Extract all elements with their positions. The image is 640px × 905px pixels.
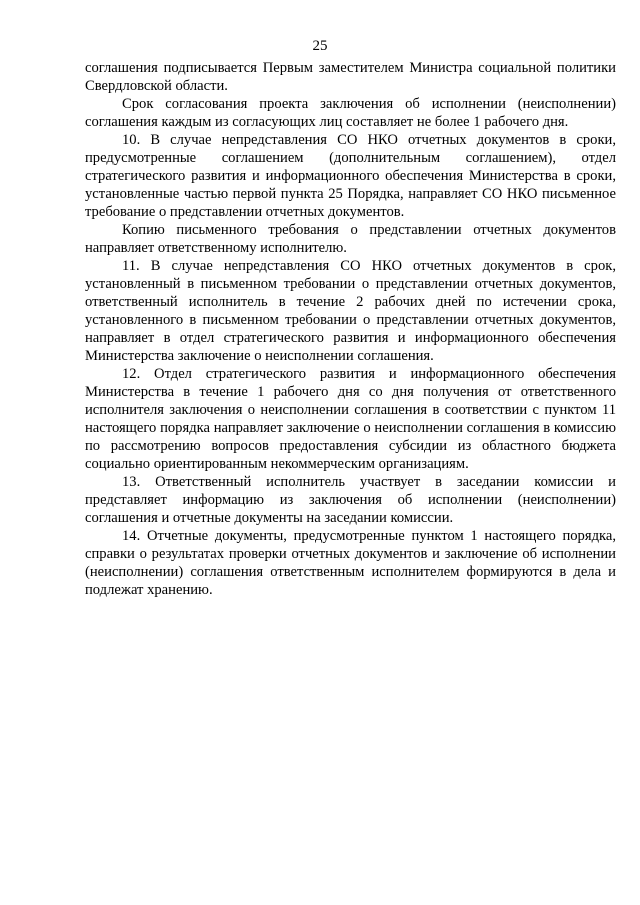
paragraph-item-11: 11. В случае непредставления СО НКО отчетных документов в срок, установленный в письменном требовании о представлении отчетных документов, ответственный исполнитель в течение 2 рабочих дней по истечении срока, установленного в письменном требовании о представлении отчетных документов, направляет в отдел стратегического развития и информационного обеспечения Министерства заключение о неисполнении соглашения. (85, 258, 616, 364)
paragraph-item-12: 12. Отдел стратегического развития и информационного обеспечения Министерства в течение 1 рабочего дня со дня получения от ответственного исполнителя заключения о неисполнении соглашения в соответствии с пунктом 11 настоящего порядка направляет заключение о неисполнении соглашения в комиссию по рассмотрению вопросов предоставления субсидии из областного бюджета социально ориентированным некоммерческим организациям. (85, 366, 616, 472)
paragraph-continuation: соглашения подписывается Первым заместителем Министра социальной политики Свердловской области. (85, 60, 616, 94)
page-number: 25 (312, 38, 328, 54)
document-body (85, 59, 616, 599)
paragraph-copy-requirement: Копию письменного требования о представлении отчетных документов направляет ответственному исполнителю. (85, 222, 616, 256)
paragraph-approval-deadline: Срок согласования проекта заключения об исполнении (неисполнении) соглашения каждым из согласующих лиц составляет не более 1 рабочего дня. (85, 96, 616, 130)
paragraph-item-14: 14. Отчетные документы, предусмотренные пунктом 1 настоящего порядка, справки о результатах проверки отчетных документов и заключение об исполнении (неисполнении) соглашения ответственным исполнителем формируются в дела и подлежат хранению. (85, 528, 616, 598)
paragraph-item-10: 10. В случае непредставления СО НКО отчетных документов в сроки, предусмотренные соглашением (дополнительным соглашением), отдел стратегического развития и информационного обеспечения Министерства в сроки, установленные частью первой пункта 25 Порядка, направляет СО НКО письменное требование о представлении отчетных документов. (85, 132, 616, 220)
paragraph-item-13: 13. Ответственный исполнитель участвует в заседании комиссии и представляет информацию из заключения об исполнении (неисполнении) соглашения и отчетные документы на заседании комиссии. (85, 474, 616, 526)
